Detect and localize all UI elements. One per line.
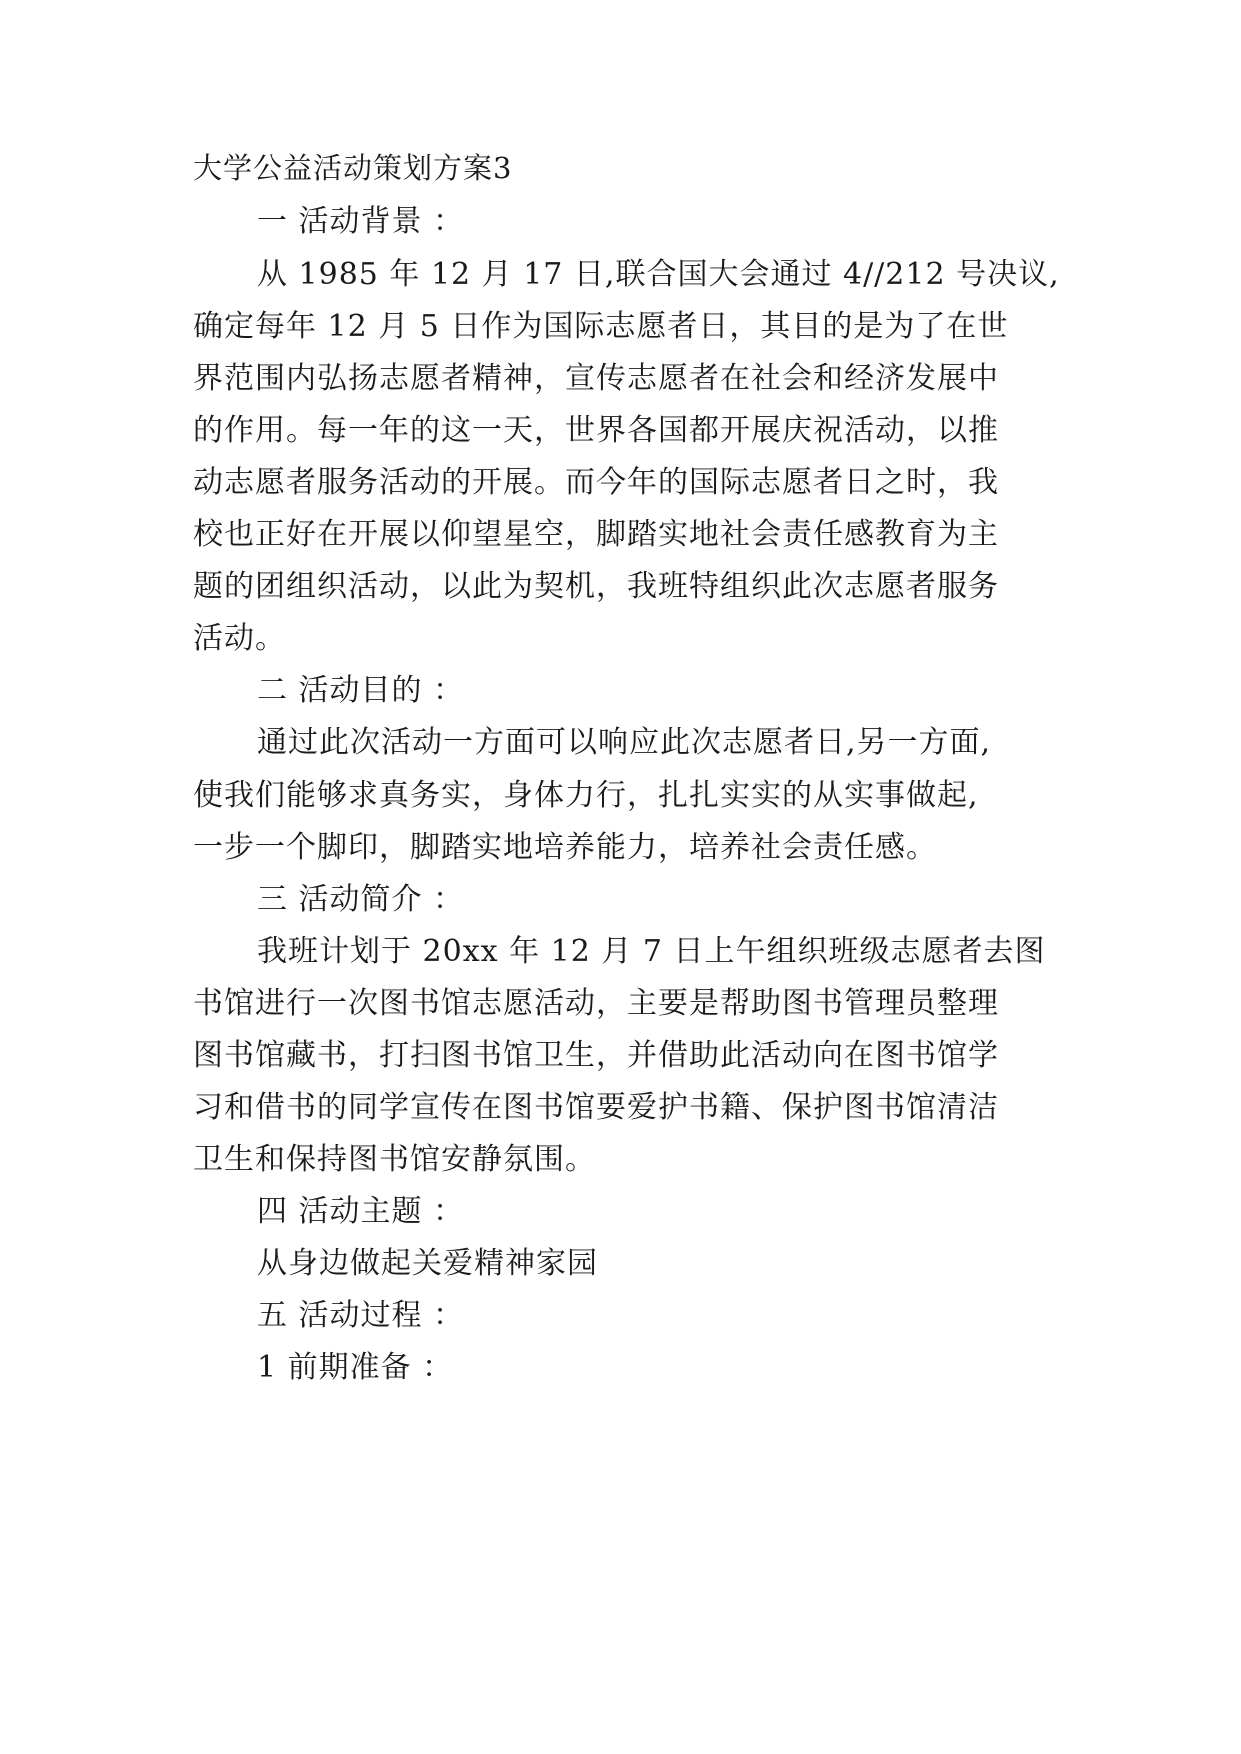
subsection-heading: 1 前期准备 ： (257, 1350, 454, 1385)
paragraph-line: 的作用。每一年的这一天，世界各国都开展庆祝活动，以推 (193, 413, 999, 448)
section-heading: 三 活动简介 ： (257, 882, 465, 917)
paragraph-line: 习和借书的同学宣传在图书馆要爱护书籍、保护图书馆清洁 (193, 1090, 999, 1125)
paragraph-line: 校也正好在开展以仰望星空，脚踏实地社会责任感教育为主 (193, 517, 999, 552)
section-heading: 二 活动目的 ： (257, 673, 465, 708)
paragraph-line: 使我们能够求真务实，身体力行，扎扎实实的从实事做起, (193, 778, 979, 813)
paragraph-line: 卫生和保持图书馆安静氛围。 (193, 1142, 596, 1177)
paragraph-line: 图书馆藏书，打扫图书馆卫生，并借助此活动向在图书馆学 (193, 1038, 999, 1073)
paragraph-line: 书馆进行一次图书馆志愿活动，主要是帮助图书管理员整理 (193, 986, 999, 1021)
paragraph-line: 题的团组织活动，以此为契机，我班特组织此次志愿者服务 (193, 569, 999, 604)
document-title: 大学公益活动策划方案3 (193, 151, 513, 185)
paragraph-line: 通过此次活动一方面可以响应此次志愿者日,另一方面, (257, 725, 992, 760)
paragraph-line: 确定每年 12 月 5 日作为国际志愿者日，其目的是为了在世 (193, 309, 1009, 344)
section-heading: 一 活动背景 ： (257, 204, 465, 239)
section-heading: 五 活动过程 ： (257, 1298, 465, 1333)
paragraph-line: 一步一个脚印，脚踏实地培养能力，培养社会责任感。 (193, 830, 937, 865)
paragraph-line: 从身边做起关爱精神家园 (257, 1246, 598, 1281)
paragraph-line: 活动。 (193, 621, 286, 656)
paragraph-line: 我班计划于 20xx 年 12 月 7 日上午组织班级志愿者去图 (257, 934, 1046, 969)
paragraph-line: 界范围内弘扬志愿者精神，宣传志愿者在社会和经济发展中 (193, 361, 999, 396)
section-heading: 四 活动主题 ： (257, 1194, 465, 1229)
paragraph-line: 动志愿者服务活动的开展。而今年的国际志愿者日之时，我 (193, 465, 999, 500)
paragraph-line: 从 1985 年 12 月 17 日,联合国大会通过 4//212 号决议, (257, 257, 1060, 292)
